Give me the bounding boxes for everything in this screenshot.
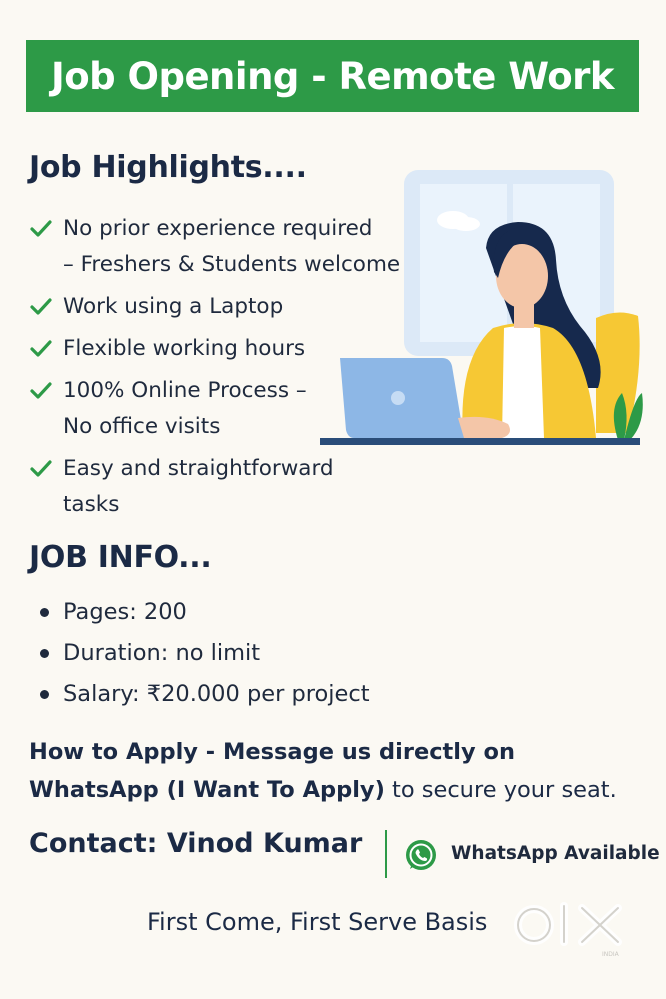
banner-title: Job Opening - Remote Work xyxy=(50,54,615,98)
check-icon xyxy=(30,339,52,359)
job-info-text: Duration: no limit xyxy=(63,640,261,666)
apply-instructions: How to Apply - Message us directly on WhatsApp (I Want To Apply) xyxy=(29,739,515,803)
highlight-line: Easy and straightforward xyxy=(63,456,334,481)
highlight-line: No prior experience required xyxy=(63,216,373,241)
highlights-heading: Job Highlights.... xyxy=(29,150,307,185)
title-banner xyxy=(26,40,639,112)
highlight-line: – Freshers & Students welcome xyxy=(63,252,401,277)
svg-text:INDIA: INDIA xyxy=(602,951,619,958)
check-icon xyxy=(30,459,52,479)
bullet-icon xyxy=(40,608,49,617)
list-item xyxy=(38,674,370,715)
highlight-line: Work using a Laptop xyxy=(63,294,284,319)
list-item xyxy=(30,451,410,523)
apply-suffix: to secure your seat. xyxy=(384,777,617,803)
bullet-icon xyxy=(40,649,49,658)
highlight-line: tasks xyxy=(63,492,120,517)
job-info-heading: JOB INFO... xyxy=(29,540,212,575)
job-info-list xyxy=(38,592,370,715)
woman-at-laptop-illustration xyxy=(318,168,648,458)
check-icon xyxy=(30,219,52,239)
highlight-line: No office visits xyxy=(63,414,221,439)
list-item xyxy=(38,592,370,633)
footer-text: First Come, First Serve Basis xyxy=(147,908,488,936)
whatsapp-icon xyxy=(404,838,438,872)
check-icon xyxy=(30,381,52,401)
list-item xyxy=(38,633,370,674)
contact-name: Contact: Vinod Kumar xyxy=(29,828,363,859)
check-icon xyxy=(30,297,52,317)
olx-watermark-logo xyxy=(512,898,632,960)
whatsapp-available-label: WhatsApp Available xyxy=(451,843,660,864)
highlight-line: Flexible working hours xyxy=(63,336,306,361)
how-to-apply-text xyxy=(29,733,649,809)
job-info-text: Pages: 200 xyxy=(63,599,187,625)
bullet-icon xyxy=(40,690,49,699)
job-info-text: Salary: ₹20.000 per project xyxy=(63,681,370,707)
highlight-line: 100% Online Process – xyxy=(63,378,307,403)
divider xyxy=(385,830,387,878)
